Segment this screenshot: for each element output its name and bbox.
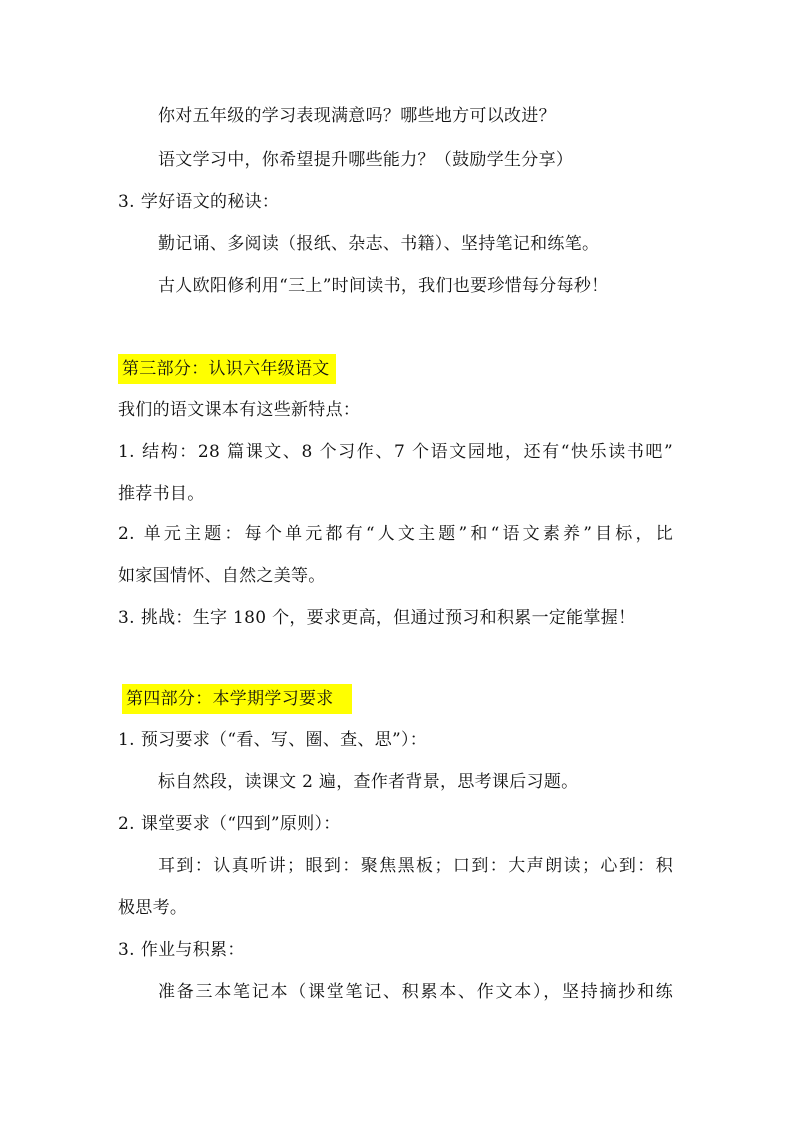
reflection-question-2: 语文学习中，你希望提升哪些能力？（鼓励学生分享） — [158, 150, 574, 170]
section-heading-part3: 第三部分：认识六年级语文 — [118, 354, 336, 384]
part4-item-2-detail-line2: 极思考。 — [118, 898, 188, 918]
item-text: 预习要求（“看、写、圈、查、思”）： — [140, 730, 428, 750]
part3-item-1-line2: 推荐书目。 — [118, 484, 205, 504]
item-text: 作业与积累： — [140, 940, 245, 960]
item-number: 3. — [118, 192, 135, 212]
item-text: 单元主题：每个单元都有“人文主题”和“语文素养”目标，比 — [140, 524, 673, 544]
item-text: 学好语文的秘诀： — [140, 192, 280, 212]
secrets-item — [118, 190, 279, 214]
section-heading-part4: 第四部分：本学期学习要求 — [122, 684, 352, 714]
reflection-question-1: 你对五年级的学习表现满意吗？哪些地方可以改进？ — [158, 106, 556, 126]
item-number: 3. — [118, 608, 135, 628]
part4-item-2-title — [118, 812, 341, 836]
part4-item-3-title — [118, 938, 245, 962]
secret-tip-1: 勤记诵、多阅读（报纸、杂志、书籍）、坚持笔记和练笔。 — [158, 234, 600, 254]
item-text: 课堂要求（“四到”原则）： — [140, 814, 341, 834]
part3-intro: 我们的语文课本有这些新特点： — [118, 400, 361, 420]
item-number: 2. — [118, 814, 135, 834]
part4-item-3-detail-line1: 准备三本笔记本（课堂笔记、积累本、作文本），坚持摘抄和练 — [158, 982, 673, 1002]
part3-item-2-line1 — [118, 522, 673, 546]
item-text: 结构：28 篇课文、8 个习作、7 个语文园地，还有“快乐读书吧” — [140, 442, 673, 462]
part3-item-1-line1 — [118, 440, 673, 464]
item-number: 3. — [118, 940, 135, 960]
secret-tip-2: 古人欧阳修利用“三上”时间读书，我们也要珍惜每分每秒！ — [158, 276, 609, 296]
item-number: 1. — [118, 730, 135, 750]
item-number: 1. — [118, 442, 135, 462]
item-number: 2. — [118, 524, 135, 544]
part4-item-1-detail: 标自然段，读课文 2 遍，查作者背景，思考课后习题。 — [158, 772, 579, 792]
item-text: 挑战：生字 180 个，要求更高，但通过预习和积累一定能掌握！ — [140, 608, 636, 628]
part4-item-1-title — [118, 728, 427, 752]
part3-item-3 — [118, 606, 635, 630]
part4-item-2-detail-line1: 耳到：认真听讲；眼到：聚焦黑板；口到：大声朗读；心到：积 — [158, 856, 673, 876]
part3-item-2-line2: 如家国情怀、自然之美等。 — [118, 566, 326, 586]
